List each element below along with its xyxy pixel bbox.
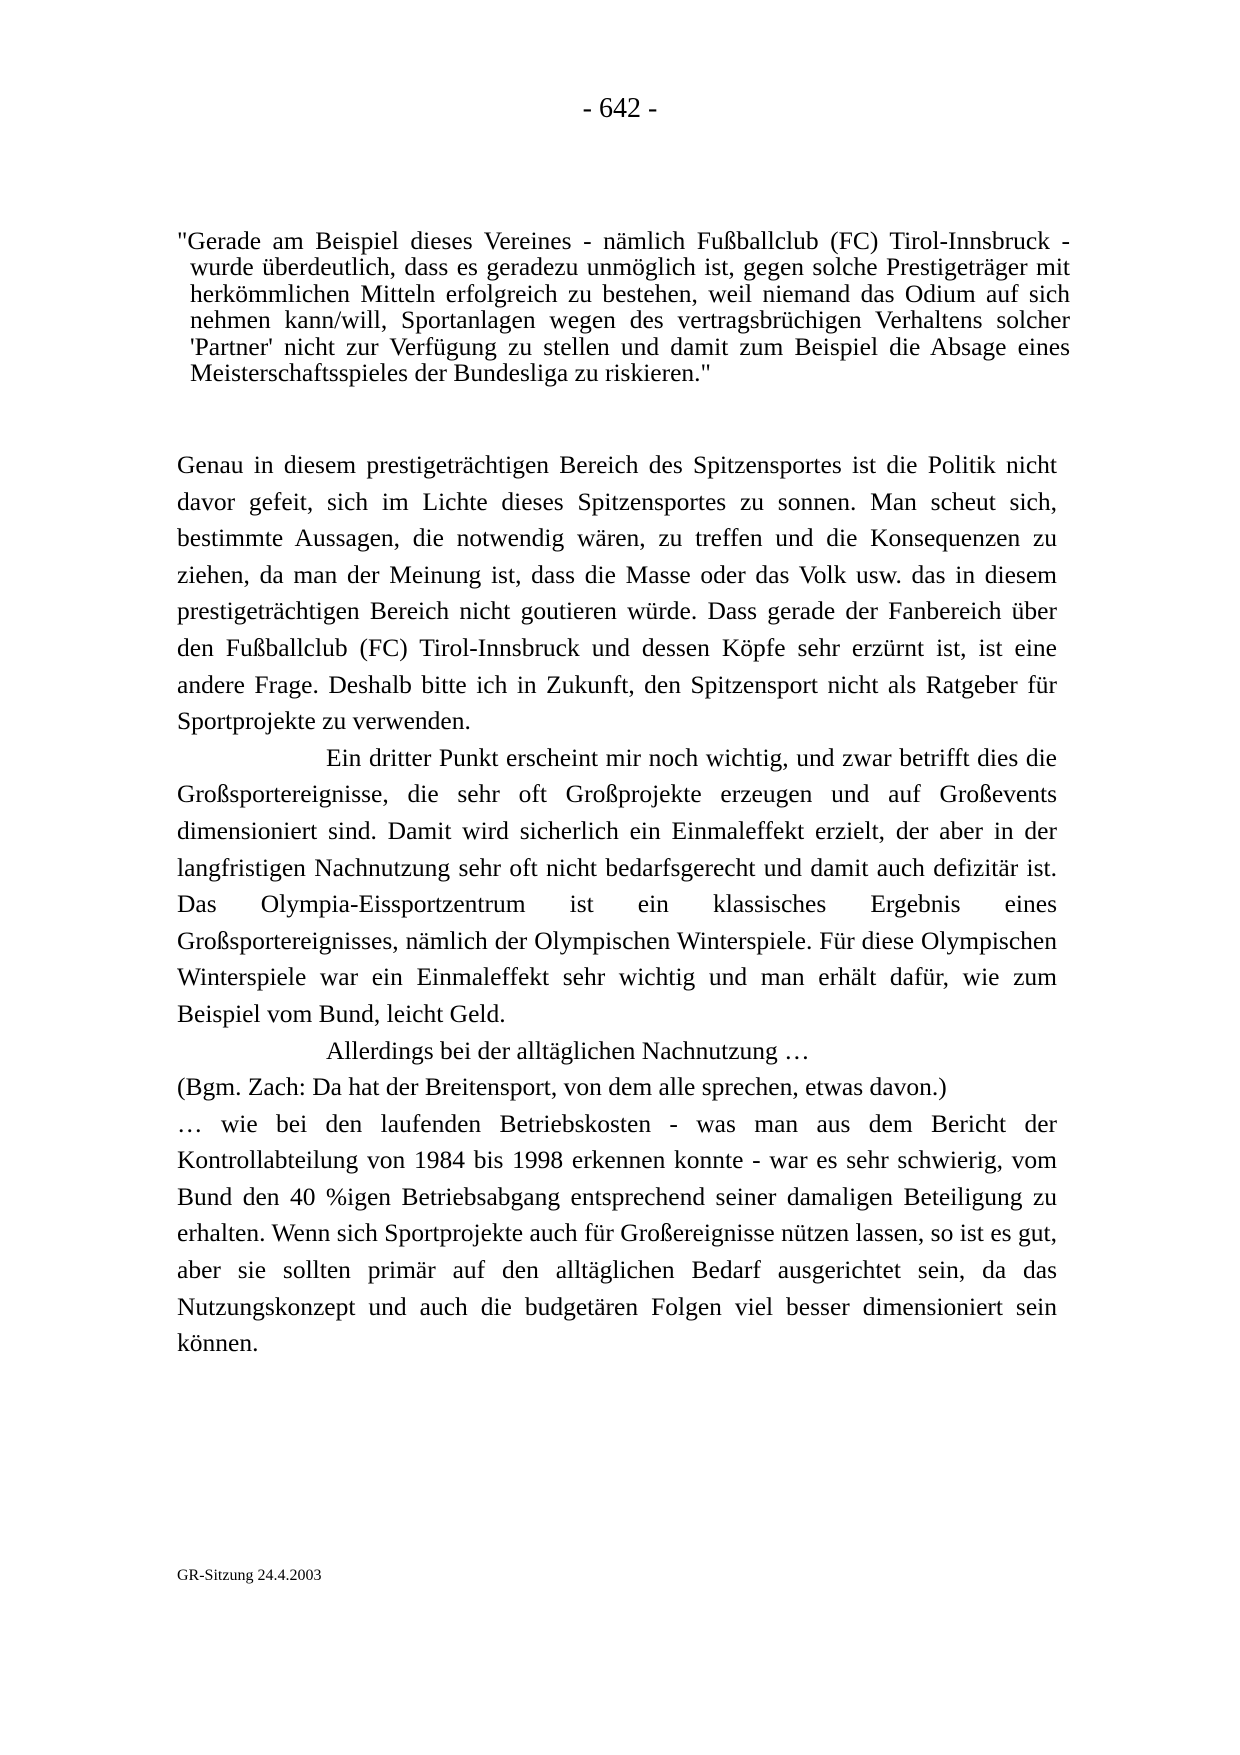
interjection: (Bgm. Zach: Da hat der Breitensport, von dem alle sprechen, etwas davon.) xyxy=(177,1072,947,1102)
paragraph: … wie bei den laufenden Betriebskosten - was man aus dem Bericht der Kontrollabteilung von 1984 bis 1998 erkennen konnte - war es sehr schwierig, vom Bund den 40 %igen Betriebsabgang entsprechend seiner damaligen Beteiligung zu erhalten. Wenn sich Sportprojekte auch für Großereignisse nützen lassen, so ist es gut, aber sie sollten primär auf den alltäglichen Bedarf ausgerichtet sein, da das Nutzungskonzept und auch die budgetären Folgen viel besser dimensioniert sein können. xyxy=(177,1108,1057,1358)
paragraph: Genau in diesem prestigeträchtigen Bereich des Spitzensportes ist die Politik nicht davor gefeit, sich im Lichte dieses Spitzensportes zu sonnen. Man scheut sich, bestimmte Aussagen, die notwendig wären, zu treffen und die Konsequenzen zu ziehen, da man der Meinung ist, dass die Masse oder das Volk usw. das in diesem prestigeträchtigen Bereich nicht goutieren würde. Dass gerade der Fanbereich über den Fußballclub (FC) Tirol-Innsbruck und dessen Köpfe sehr erzürnt ist, ist eine andere Frage. Deshalb bitte ich in Zukunft, den Spitzensport nicht als Ratgeber für Sportprojekte zu verwenden. xyxy=(177,450,1057,736)
page-number: - 642 - xyxy=(582,93,658,124)
block-quote: "Gerade am Beispiel dieses Vereines - nämlich Fußballclub (FC) Tirol-Innsbruck - wurde überdeutlich, dass es geradezu unmöglich ist, gegen solche Prestigeträger mit herkömmlichen Mitteln erfolgreich zu bestehen, weil niemand das Odium auf sich nehmen kann/will, Sportanlagen wegen des vertragsbrüchigen Verhaltens solcher 'Partner' nicht zur Verfügung zu stellen und damit zum Beispiel die Absage eines Meisterschaftsspieles der Bundesliga zu riskieren." xyxy=(177,225,1070,388)
paragraph: Ein dritter Punkt erscheint mir noch wichtig, und zwar betrifft dies die Großsportereignisse, die sehr oft Großprojekte erzeugen und auf Großevents dimensioniert sind. Damit wird sicherlich ein Einmaleffekt erzielt, der aber in der langfristigen Nachnutzung sehr oft nicht bedarfsgerecht und damit auch defizitär ist. Das Olympia-Eissportzentrum ist ein klassisches Ergebnis eines Großsportereignisses, nämlich der Olympischen Winterspiele. Für diese Olympischen Winterspiele war ein Einmaleffekt sehr wichtig und man erhält dafür, wie zum Beispiel vom Bund, leicht Geld. xyxy=(177,742,1057,1028)
footer-session-date: GR-Sitzung 24.4.2003 xyxy=(177,1567,322,1584)
body-text xyxy=(177,447,1057,1362)
paragraph: Allerdings bei der alltäglichen Nachnutzung … xyxy=(326,1035,810,1065)
